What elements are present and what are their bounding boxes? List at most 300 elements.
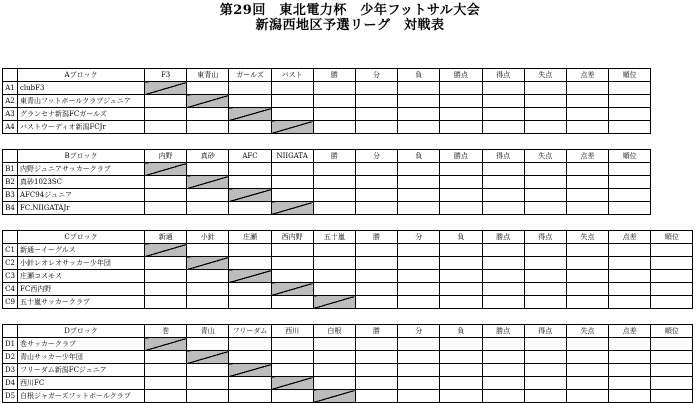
stat-header: 順位 — [609, 150, 651, 163]
team-name: 西川FC — [18, 377, 145, 390]
result-cell — [187, 163, 229, 176]
result-cell — [271, 270, 313, 283]
stat-cell — [566, 82, 608, 95]
result-cell — [145, 176, 187, 189]
team-name: 小針レオレオサッカー少年団 — [18, 257, 145, 270]
opponent-header: 庄瀬 — [229, 231, 271, 244]
result-cell — [229, 338, 271, 351]
result-cell — [271, 189, 313, 202]
table-row — [3, 364, 693, 377]
result-cell — [145, 377, 187, 390]
result-cell — [145, 364, 187, 377]
team-code: A3 — [3, 108, 18, 121]
stat-cell — [609, 390, 651, 403]
self-match-cell — [271, 202, 313, 215]
block-name: Dブロック — [18, 325, 145, 338]
stat-cell — [440, 270, 482, 283]
stat-cell — [398, 176, 440, 189]
team-code: C2 — [3, 257, 18, 270]
stat-cell — [524, 244, 566, 257]
stat-cell — [398, 364, 440, 377]
table-row — [3, 296, 693, 309]
self-match-cell — [187, 176, 229, 189]
stat-cell — [398, 257, 440, 270]
result-cell — [229, 202, 271, 215]
table-row — [3, 108, 651, 121]
stat-cell — [440, 176, 482, 189]
stat-cell — [651, 390, 693, 403]
result-cell — [271, 82, 313, 95]
stat-cell — [524, 121, 566, 134]
opponent-header: AFC — [229, 150, 271, 163]
self-match-cell — [271, 377, 313, 390]
stat-cell — [609, 257, 651, 270]
team-name: 巻サッカークラブ — [18, 338, 145, 351]
stat-cell — [482, 176, 524, 189]
stat-cell — [355, 176, 397, 189]
team-name: FC.NIIGATAJr — [18, 202, 145, 215]
stat-cell — [524, 338, 566, 351]
stat-cell — [440, 82, 482, 95]
stat-cell — [355, 108, 397, 121]
stat-header: 点差 — [609, 325, 651, 338]
stat-cell — [482, 108, 524, 121]
result-cell — [145, 351, 187, 364]
header-row — [3, 325, 693, 338]
result-cell — [271, 390, 313, 403]
opponent-header: 東青山 — [187, 69, 229, 82]
stat-cell — [609, 296, 651, 309]
self-match-cell — [229, 189, 271, 202]
result-cell — [187, 338, 229, 351]
team-code: C3 — [3, 270, 18, 283]
result-cell — [145, 189, 187, 202]
stat-cell — [398, 189, 440, 202]
block-d-table — [2, 324, 693, 403]
stat-header: 勝 — [355, 231, 397, 244]
opponent-header: 西内野 — [271, 231, 313, 244]
stat-cell — [440, 108, 482, 121]
stat-cell — [355, 189, 397, 202]
stat-cell — [524, 296, 566, 309]
header-row — [3, 231, 693, 244]
stat-cell — [355, 270, 397, 283]
stat-cell — [440, 163, 482, 176]
stat-cell — [609, 82, 651, 95]
stat-header: 分 — [355, 150, 397, 163]
stat-cell — [482, 296, 524, 309]
stat-cell — [355, 244, 397, 257]
result-cell — [187, 202, 229, 215]
stat-header: 勝点 — [440, 69, 482, 82]
stat-cell — [313, 176, 355, 189]
stat-cell — [398, 390, 440, 403]
stat-header: 勝 — [355, 325, 397, 338]
result-cell — [229, 163, 271, 176]
result-cell — [145, 108, 187, 121]
team-code: B2 — [3, 176, 18, 189]
stat-cell — [355, 283, 397, 296]
stat-cell — [482, 82, 524, 95]
stat-cell — [609, 189, 651, 202]
table-row — [3, 338, 693, 351]
table-row — [3, 82, 651, 95]
stat-cell — [440, 377, 482, 390]
stat-cell — [609, 108, 651, 121]
stat-cell — [566, 338, 608, 351]
result-cell — [145, 95, 187, 108]
result-cell — [229, 283, 271, 296]
header-row — [3, 69, 651, 82]
stat-cell — [313, 95, 355, 108]
self-match-cell — [313, 296, 355, 309]
result-cell — [229, 377, 271, 390]
stat-cell — [398, 296, 440, 309]
team-name: 新通ーイーグルス — [18, 244, 145, 257]
stat-header: 失点 — [524, 150, 566, 163]
stat-cell — [355, 351, 397, 364]
stat-cell — [398, 95, 440, 108]
block-c-table — [2, 230, 693, 309]
stat-header: 得点 — [524, 231, 566, 244]
result-cell — [271, 351, 313, 364]
team-code: D4 — [3, 377, 18, 390]
team-code: B3 — [3, 189, 18, 202]
stat-cell — [355, 202, 397, 215]
result-cell — [187, 108, 229, 121]
table-row — [3, 257, 693, 270]
table-row — [3, 189, 651, 202]
stat-header: 負 — [440, 325, 482, 338]
stat-cell — [651, 351, 693, 364]
team-name: 白根ジャガーズフットボールクラブ — [18, 390, 145, 403]
stat-cell — [566, 163, 608, 176]
stat-cell — [398, 270, 440, 283]
stat-cell — [355, 377, 397, 390]
stat-header: 失点 — [566, 231, 608, 244]
stat-header: 順位 — [651, 325, 693, 338]
team-code: A1 — [3, 82, 18, 95]
opponent-header: バスト — [271, 69, 313, 82]
stat-header: 点差 — [566, 150, 608, 163]
stat-cell — [482, 351, 524, 364]
stat-header: 勝点 — [440, 150, 482, 163]
opponent-header: F3 — [145, 69, 187, 82]
stat-cell — [566, 202, 608, 215]
stat-cell — [566, 283, 608, 296]
stat-cell — [355, 338, 397, 351]
result-cell — [145, 283, 187, 296]
result-cell — [145, 390, 187, 403]
stat-cell — [355, 121, 397, 134]
block-name: Aブロック — [18, 69, 145, 82]
result-cell — [271, 163, 313, 176]
stat-cell — [398, 82, 440, 95]
opponent-header: 白根 — [313, 325, 355, 338]
opponent-header: 新通 — [145, 231, 187, 244]
stat-cell — [398, 283, 440, 296]
stat-cell — [609, 283, 651, 296]
stat-cell — [440, 244, 482, 257]
stat-cell — [566, 189, 608, 202]
result-cell — [271, 176, 313, 189]
opponent-header: 真砂 — [187, 150, 229, 163]
stat-cell — [440, 202, 482, 215]
stat-cell — [440, 338, 482, 351]
stat-cell — [524, 351, 566, 364]
self-match-cell — [187, 257, 229, 270]
stat-header: 点差 — [566, 69, 608, 82]
result-cell — [271, 364, 313, 377]
stat-header: 勝点 — [482, 325, 524, 338]
result-cell — [313, 257, 355, 270]
stat-header: 負 — [398, 150, 440, 163]
stat-cell — [440, 121, 482, 134]
stat-header: 得点 — [482, 150, 524, 163]
stat-cell — [566, 296, 608, 309]
stat-cell — [524, 108, 566, 121]
table-row — [3, 283, 693, 296]
header-row — [3, 150, 651, 163]
page-subtitle: 新潟西地区予選リーグ 対戦表 — [255, 18, 445, 33]
stat-cell — [398, 377, 440, 390]
result-cell — [187, 390, 229, 403]
stat-cell — [566, 121, 608, 134]
stat-cell — [482, 338, 524, 351]
stat-header: 負 — [398, 69, 440, 82]
stat-header: 分 — [398, 231, 440, 244]
stat-cell — [524, 283, 566, 296]
result-cell — [313, 364, 355, 377]
opponent-header: 五十嵐 — [313, 231, 355, 244]
result-cell — [229, 176, 271, 189]
self-match-cell — [145, 163, 187, 176]
stat-cell — [566, 176, 608, 189]
page-title: 第29回 東北電力杯 少年フットサル大会 — [219, 3, 481, 18]
team-code: A4 — [3, 121, 18, 134]
stat-cell — [398, 121, 440, 134]
table-row — [3, 351, 693, 364]
self-match-cell — [187, 95, 229, 108]
result-cell — [187, 377, 229, 390]
team-name: 五十嵐サッカークラブ — [18, 296, 145, 309]
table-row — [3, 121, 651, 134]
stat-cell — [355, 364, 397, 377]
stat-cell — [482, 189, 524, 202]
self-match-cell — [229, 108, 271, 121]
result-cell — [271, 338, 313, 351]
result-cell — [187, 189, 229, 202]
team-code: D1 — [3, 338, 18, 351]
stat-cell — [313, 82, 355, 95]
stat-cell — [524, 163, 566, 176]
stat-cell — [651, 338, 693, 351]
stat-header: 得点 — [524, 325, 566, 338]
self-match-cell — [229, 270, 271, 283]
team-code: C1 — [3, 244, 18, 257]
stat-cell — [440, 283, 482, 296]
stat-cell — [524, 82, 566, 95]
opponent-header: 内野 — [145, 150, 187, 163]
stat-cell — [398, 244, 440, 257]
stat-cell — [440, 189, 482, 202]
stat-cell — [482, 163, 524, 176]
result-cell — [145, 257, 187, 270]
stat-cell — [566, 351, 608, 364]
stat-header: 負 — [440, 231, 482, 244]
stat-header: 順位 — [651, 231, 693, 244]
team-name: グランセナ新潟FCガールズ — [18, 108, 145, 121]
table-row — [3, 377, 693, 390]
opponent-header: 青山 — [187, 325, 229, 338]
stat-cell — [524, 257, 566, 270]
result-cell — [313, 338, 355, 351]
stat-cell — [482, 283, 524, 296]
stat-cell — [313, 202, 355, 215]
result-cell — [313, 351, 355, 364]
stat-cell — [398, 202, 440, 215]
result-cell — [229, 351, 271, 364]
table-row — [3, 176, 651, 189]
stat-cell — [524, 176, 566, 189]
result-cell — [313, 244, 355, 257]
stat-cell — [313, 121, 355, 134]
stat-header: 順位 — [609, 69, 651, 82]
stat-cell — [440, 257, 482, 270]
stat-cell — [651, 364, 693, 377]
stat-cell — [651, 377, 693, 390]
stat-cell — [524, 95, 566, 108]
stat-cell — [609, 163, 651, 176]
opponent-header: NIIGATA — [271, 150, 313, 163]
stat-cell — [566, 390, 608, 403]
stat-header: 得点 — [482, 69, 524, 82]
header-spacer — [3, 69, 18, 82]
stat-cell — [609, 270, 651, 283]
stat-cell — [566, 270, 608, 283]
team-code: B4 — [3, 202, 18, 215]
result-cell — [187, 121, 229, 134]
stat-cell — [440, 95, 482, 108]
self-match-cell — [271, 283, 313, 296]
stat-cell — [524, 189, 566, 202]
table-row — [3, 95, 651, 108]
stat-cell — [524, 202, 566, 215]
team-code: D3 — [3, 364, 18, 377]
team-code: D5 — [3, 390, 18, 403]
stat-cell — [355, 95, 397, 108]
result-cell — [271, 244, 313, 257]
team-name: 青山サッカー少年団 — [18, 351, 145, 364]
stat-cell — [609, 176, 651, 189]
stat-cell — [313, 189, 355, 202]
team-name: AFC94ジュニア — [18, 189, 145, 202]
result-cell — [229, 82, 271, 95]
header-spacer — [3, 231, 18, 244]
stat-cell — [609, 364, 651, 377]
result-cell — [271, 108, 313, 121]
block-b-table — [2, 149, 651, 215]
result-cell — [313, 270, 355, 283]
result-cell — [145, 202, 187, 215]
block-name: Bブロック — [18, 150, 145, 163]
header-spacer — [3, 150, 18, 163]
stat-cell — [398, 163, 440, 176]
stat-cell — [566, 95, 608, 108]
result-cell — [271, 95, 313, 108]
stat-header: 分 — [355, 69, 397, 82]
result-cell — [229, 390, 271, 403]
stat-cell — [355, 82, 397, 95]
self-match-cell — [229, 364, 271, 377]
result-cell — [187, 244, 229, 257]
team-name: clubF3 — [18, 82, 145, 95]
team-code: B1 — [3, 163, 18, 176]
stat-cell — [440, 351, 482, 364]
opponent-header: 西川 — [271, 325, 313, 338]
stat-cell — [482, 257, 524, 270]
stat-cell — [524, 390, 566, 403]
stat-cell — [524, 377, 566, 390]
stat-header: 勝 — [313, 69, 355, 82]
result-cell — [187, 364, 229, 377]
stat-cell — [482, 364, 524, 377]
result-cell — [271, 296, 313, 309]
result-cell — [313, 283, 355, 296]
stat-cell — [398, 338, 440, 351]
stat-cell — [609, 351, 651, 364]
stat-cell — [651, 296, 693, 309]
team-name: 東青山フットボールクラブジュニア — [18, 95, 145, 108]
team-name: フリーダム新潟FCジュニア — [18, 364, 145, 377]
stat-cell — [524, 270, 566, 283]
stat-cell — [398, 351, 440, 364]
team-code: C9 — [3, 296, 18, 309]
stat-cell — [651, 244, 693, 257]
stat-cell — [609, 95, 651, 108]
block-name: Cブロック — [18, 231, 145, 244]
team-name: 真砂1023SC — [18, 176, 145, 189]
opponent-header: 小針 — [187, 231, 229, 244]
result-cell — [187, 283, 229, 296]
stat-cell — [355, 390, 397, 403]
stat-cell — [355, 257, 397, 270]
stat-cell — [482, 244, 524, 257]
stat-header: 失点 — [566, 325, 608, 338]
team-code: A2 — [3, 95, 18, 108]
stat-cell — [313, 108, 355, 121]
stat-header: 分 — [398, 325, 440, 338]
stat-cell — [482, 121, 524, 134]
team-name: バストウーディオ新潟FCJr — [18, 121, 145, 134]
stat-cell — [609, 202, 651, 215]
stat-header: 失点 — [524, 69, 566, 82]
table-row — [3, 202, 651, 215]
table-row — [3, 163, 651, 176]
stat-cell — [609, 244, 651, 257]
result-cell — [187, 82, 229, 95]
result-cell — [229, 296, 271, 309]
result-cell — [229, 95, 271, 108]
team-name: FC西内野 — [18, 283, 145, 296]
table-row — [3, 270, 693, 283]
result-cell — [229, 121, 271, 134]
stat-cell — [355, 163, 397, 176]
stat-cell — [651, 283, 693, 296]
self-match-cell — [271, 121, 313, 134]
result-cell — [145, 121, 187, 134]
stat-cell — [482, 377, 524, 390]
